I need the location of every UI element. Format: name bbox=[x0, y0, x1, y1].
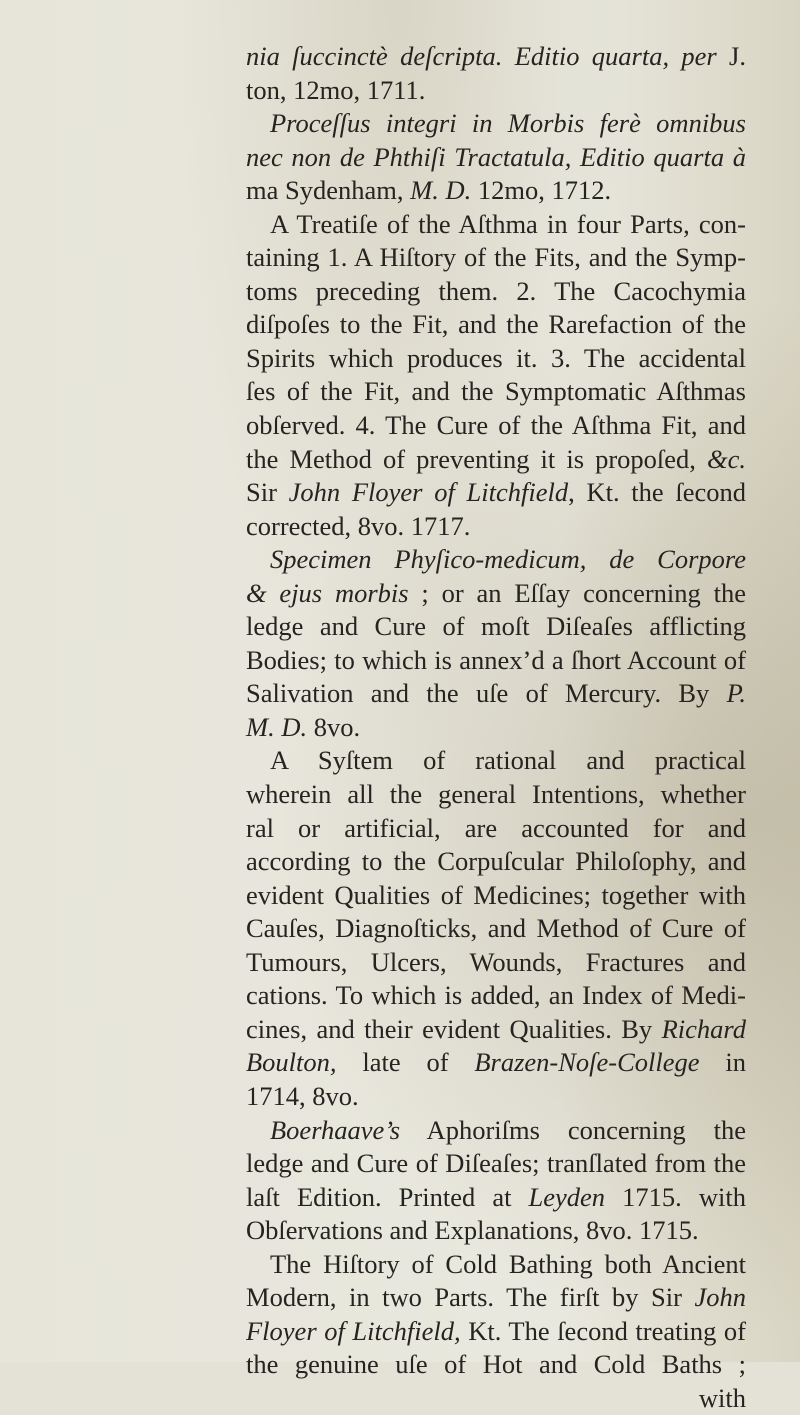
text-line: ma Sydenham, M. D. 12mo, 1712. bbox=[246, 175, 612, 206]
text-line: & ejus morbis ; or an Eſſay concerning the bbox=[246, 577, 746, 608]
text-line: corrected, 8vo. 1717. bbox=[246, 510, 471, 541]
text-line: ral or artificial, are accounted for and bbox=[246, 812, 746, 843]
text-line: Salivation and the uſe of Mercury. By P. bbox=[246, 678, 746, 709]
text-line: Bodies; to which is annex’d a ſhort Account of bbox=[246, 644, 746, 675]
text-line: 1714, 8vo. bbox=[246, 1080, 359, 1111]
text-line: Spirits which produces it. 3. The accidental bbox=[246, 342, 746, 373]
text-line: Sir John Floyer of Litchfield, Kt. the ſecond bbox=[246, 477, 746, 508]
text-line: Boulton, late of Brazen-Noſe-College in bbox=[246, 1047, 746, 1078]
text-line: A Syſtem of rational and practical bbox=[270, 745, 746, 776]
text-line: laſt Edition. Printed at Leyden 1715. with bbox=[246, 1181, 746, 1212]
text-line: diſpoſes to the Fit, and the Rarefaction of the bbox=[246, 309, 746, 340]
text-line: cines, and their evident Qualities. By Richard bbox=[246, 1013, 746, 1044]
text-line: The Hiſtory of Cold Bathing both Ancient bbox=[270, 1248, 746, 1279]
text-line: the Method of preventing it is propoſed, &c. bbox=[246, 443, 746, 474]
text-line: Cauſes, Diagnoſticks, and Method of Cure of bbox=[246, 913, 746, 944]
text-line: ſes of the Fit, and the Symptomatic Aſthmas bbox=[246, 376, 746, 407]
text-line: wherein all the general Intentions, whether bbox=[246, 779, 746, 810]
text-line: A Treatiſe of the Aſthma in four Parts, con- bbox=[270, 208, 746, 239]
text-line: nia ſuccinctè deſcripta. Editio quarta, per J. bbox=[246, 41, 746, 71]
text-line: cations. To which is added, an Index of Medi- bbox=[246, 980, 746, 1011]
text-line: with bbox=[698, 1382, 746, 1413]
page-text-block bbox=[246, 40, 746, 1415]
text-line: Floyer of Litchfield, Kt. The ſecond treating of bbox=[246, 1315, 746, 1346]
text-line: toms preceding them. 2. The Cacochymia bbox=[246, 275, 746, 306]
text-line: taining 1. A Hiſtory of the Fits, and the Symp- bbox=[246, 242, 746, 273]
text-line: the genuine uſe of Hot and Cold Baths ; bbox=[246, 1349, 746, 1380]
text-line: M. D. 8vo. bbox=[246, 711, 361, 742]
text-line: obſerved. 4. The Cure of the Aſthma Fit, and bbox=[246, 410, 746, 441]
text-line: Modern, in two Parts. The firſt by Sir John bbox=[246, 1282, 746, 1313]
text-line: ton, 12mo, 1711. bbox=[246, 74, 426, 105]
text-line: Specimen Phyſico-medicum, de Corpore bbox=[270, 544, 746, 575]
text-line: Proceſſus integri in Morbis ferè omnibus bbox=[270, 108, 746, 139]
text-line: evident Qualities of Medicines; together with bbox=[246, 879, 746, 910]
text-line: according to the Corpuſcular Philoſophy, and bbox=[246, 846, 746, 877]
text-line: ledge and Cure of moſt Diſeaſes afflicting bbox=[246, 611, 746, 642]
text-line: Obſervations and Explanations, 8vo. 1715. bbox=[246, 1215, 699, 1246]
text-line: ledge and Cure of Diſeaſes; tranſlated from the bbox=[246, 1148, 746, 1179]
text-line: nec non de Phthiſi Tractatula, Editio quarta à bbox=[246, 141, 746, 172]
text-line: Boerhaave’s Aphoriſms concerning the bbox=[270, 1114, 746, 1145]
text-line: Tumours, Ulcers, Wounds, Fractures and bbox=[246, 946, 746, 977]
